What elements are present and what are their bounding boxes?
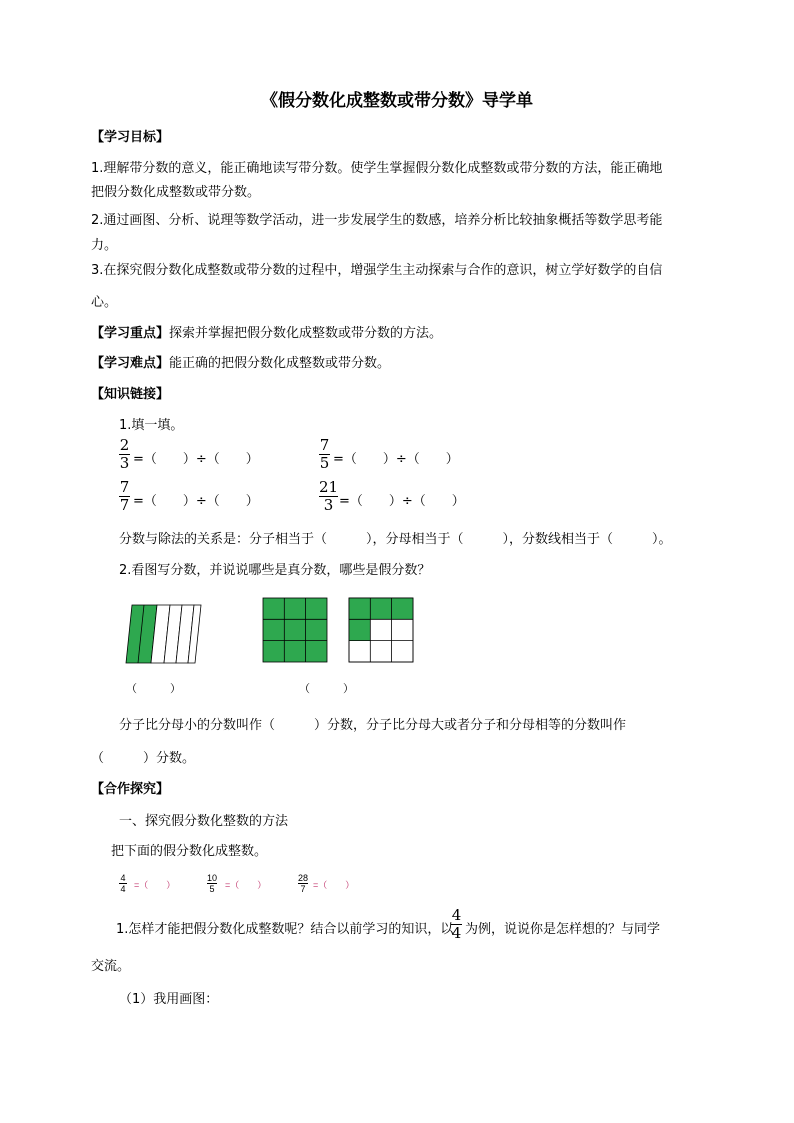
fraction-2-3 [119, 437, 130, 472]
question-1-line-2: 交流。 [91, 959, 131, 974]
denominator: 7 [300, 884, 306, 894]
figure-question: 2.看图写分数，并说说哪些是真分数，哪些是假分数？ [119, 563, 431, 578]
fraction-21-3 [319, 479, 338, 514]
objective-line-6: 心。 [91, 295, 118, 310]
fill-expression: =（ ）÷（ ） [133, 494, 259, 509]
knowledge-heading: 【知识链接】 [91, 387, 170, 402]
objective-line-5: 3.在探究假分数化成整数或带分数的过程中，增强学生主动探索与合作的意识，树立学好数学的自信 [91, 263, 663, 278]
numerator: 10 [207, 873, 218, 883]
objectives-heading: 【学习目标】 [91, 130, 170, 145]
fraction-summary-line-2: （ ）分数。 [91, 751, 196, 766]
question-1-part-1: 1.怎样才能把假分数化成整数呢？结合以前学习的知识，以 [116, 922, 454, 937]
denominator: 5 [209, 884, 215, 894]
question-1-part-2: 为例，说说你是怎样想的？与同学 [465, 922, 661, 937]
fraction-4-4 [451, 907, 462, 942]
fraction-7-5 [319, 437, 330, 472]
objective-line-3: 2.通过画图、分析、说理等数学活动，进一步发展学生的数感，培养分析比较抽象概括等数学思考能 [91, 213, 663, 228]
partial-grid-figure [349, 598, 413, 662]
denominator: 3 [119, 454, 130, 472]
key-point [91, 322, 442, 341]
small-fraction-28-7 [298, 873, 308, 894]
numerator: 28 [298, 873, 309, 883]
fraction-summary-line-1: 分子比分母小的分数叫作（ ）分数，分子比分母大或者分子和分母相等的分数叫作 [119, 718, 627, 733]
answer-blank: =（ ） [313, 880, 355, 890]
fill-expression: =（ ）÷（ ） [133, 452, 259, 467]
key-point-label: 【学习重点】 [91, 326, 170, 341]
difficulty-text: 能正确的把假分数化成整数或带分数。 [169, 356, 391, 371]
numerator: 2 [119, 436, 130, 454]
sub-question-drawing: （1）我用画图： [119, 992, 219, 1007]
small-fraction-10-5 [207, 873, 217, 894]
numerator: 7 [119, 478, 130, 496]
fill-expression: =（ ）÷（ ） [333, 452, 459, 467]
difficulty-label: 【学习难点】 [91, 356, 170, 371]
fraction-figures [120, 595, 420, 670]
parallelogram-figure [126, 605, 201, 663]
small-fraction-4-4 [119, 873, 127, 894]
objective-line-2: 把假分数化成整数或带分数。 [91, 185, 261, 200]
denominator: 3 [323, 496, 334, 514]
denominator: 7 [119, 496, 130, 514]
fill-expression: =（ ）÷（ ） [339, 494, 465, 509]
key-point-text: 探索并掌握把假分数化成整数或带分数的方法。 [169, 326, 443, 341]
convert-instruction: 把下面的假分数化成整数。 [111, 844, 268, 859]
answer-blank: =（ ） [225, 880, 267, 890]
denominator: 4 [120, 884, 126, 894]
difficulty [91, 352, 390, 371]
denominator: 5 [319, 454, 330, 472]
figure-answer-blank-2: （ ） [299, 682, 354, 695]
numerator: 21 [319, 478, 339, 496]
page-title: 《假分数化成整数或带分数》导学单 [261, 91, 533, 111]
fraction-7-7 [119, 479, 130, 514]
explore-heading: 【合作探究】 [91, 782, 170, 797]
fraction-division-relation: 分数与除法的关系是：分子相当于（ ），分母相当于（ ），分数线相当于（ ）。 [119, 532, 672, 547]
section-1-title: 一、探究假分数化整数的方法 [119, 814, 289, 829]
answer-blank: =（ ） [134, 880, 176, 890]
numerator: 4 [451, 906, 462, 924]
fill-question: 1.填一填。 [119, 418, 184, 433]
denominator: 4 [451, 924, 462, 942]
numerator: 4 [120, 873, 126, 883]
numerator: 7 [319, 436, 330, 454]
objective-line-4: 力。 [91, 238, 118, 253]
full-grid-figure [263, 598, 327, 662]
objective-line-1: 1.理解带分数的意义，能正确地读写带分数。使学生掌握假分数化成整数或带分数的方法，能正确地 [91, 161, 663, 176]
figure-answer-blank-1: （ ） [126, 682, 181, 695]
